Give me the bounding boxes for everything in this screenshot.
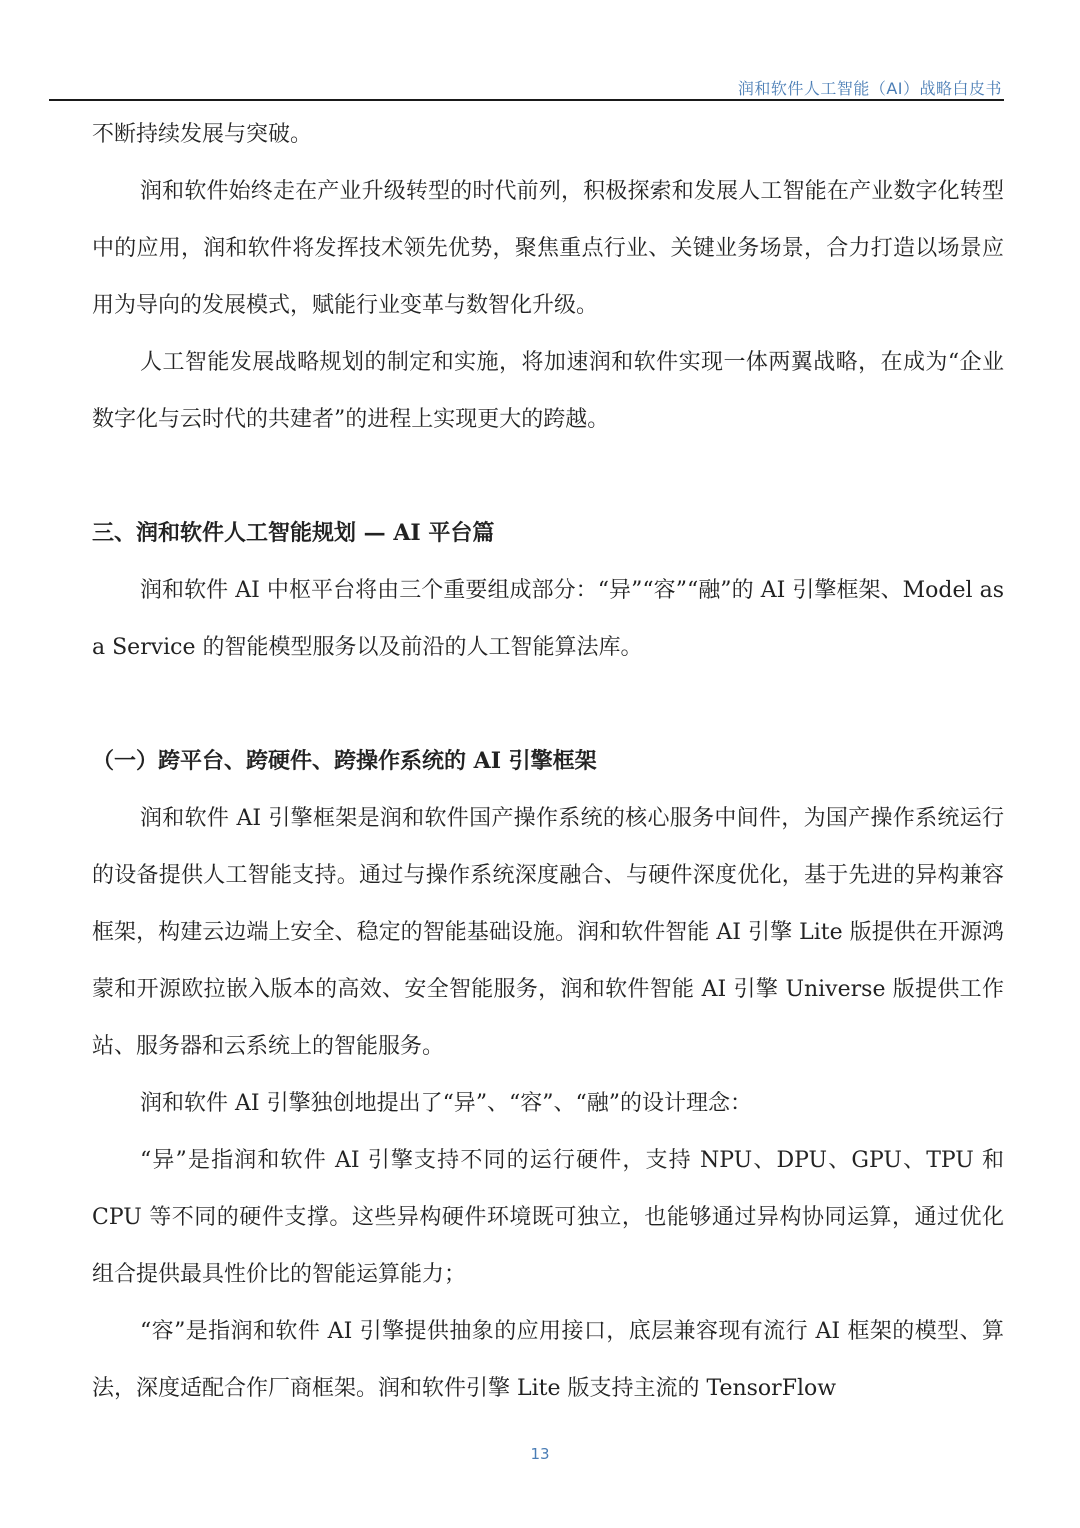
page-number: 13 xyxy=(530,1445,550,1463)
body-paragraph: 润和软件 AI 中枢平台将由三个重要组成部分：“异”“容”“融”的 AI 引擎框架、Model as a Service 的智能模型服务以及前沿的人工智能算法库。 xyxy=(92,578,1004,660)
body-paragraph: 润和软件始终走在产业升级转型的时代前列，积极探索和发展人工智能在产业数字化转型中的应用，润和软件将发挥技术领先优势，聚焦重点行业、关键业务场景，合力打造以场景应用为导向的发展模式，赋能行业变革与数智化升级。 xyxy=(92,179,1004,318)
body-paragraph: “异”是指润和软件 AI 引擎支持不同的运行硬件，支持 NPU、DPU、GPU、TPU 和 CPU 等不同的硬件支撑。这些异构硬件环境既可独立，也能够通过异构协同运算，通过优化组合提供最具性价比的智能运算能力； xyxy=(92,1148,1004,1287)
page-body xyxy=(92,106,1004,1417)
body-paragraph: 人工智能发展战略规划的制定和实施，将加速润和软件实现一体两翼战略，在成为“企业数字化与云时代的共建者”的进程上实现更大的跨越。 xyxy=(92,350,1004,432)
running-header-title: 润和软件人工智能（AI）战略白皮书 xyxy=(737,79,1002,98)
body-paragraph: “容”是指润和软件 AI 引擎提供抽象的应用接口，底层兼容现有流行 AI 框架的模型、算法，深度适配合作厂商框架。润和软件引擎 Lite 版支持主流的 TensorFlow xyxy=(92,1319,1004,1401)
subsection-heading: （一）跨平台、跨硬件、跨操作系统的 AI 引擎框架 xyxy=(92,748,597,774)
body-paragraph: 润和软件 AI 引擎独创地提出了“异”、“容”、“融”的设计理念： xyxy=(140,1091,753,1116)
header-divider xyxy=(49,99,1004,101)
body-paragraph: 润和软件 AI 引擎框架是润和软件国产操作系统的核心服务中间件，为国产操作系统运行的设备提供人工智能支持。通过与操作系统深度融合、与硬件深度优化，基于先进的异构兼容框架，构建云边端上安全、稳定的智能基础设施。润和软件智能 AI 引擎 Lite 版提供在开源鸿蒙和开源欧拉嵌入版本的高效、安全智能服务，润和软件智能 AI 引擎 Universe 版提供工作站、服务器和云系统上的智能服务。 xyxy=(92,806,1004,1059)
body-paragraph-continuation: 不断持续发展与突破。 xyxy=(92,122,313,147)
section-heading: 三、润和软件人工智能规划 — AI 平台篇 xyxy=(92,520,495,546)
